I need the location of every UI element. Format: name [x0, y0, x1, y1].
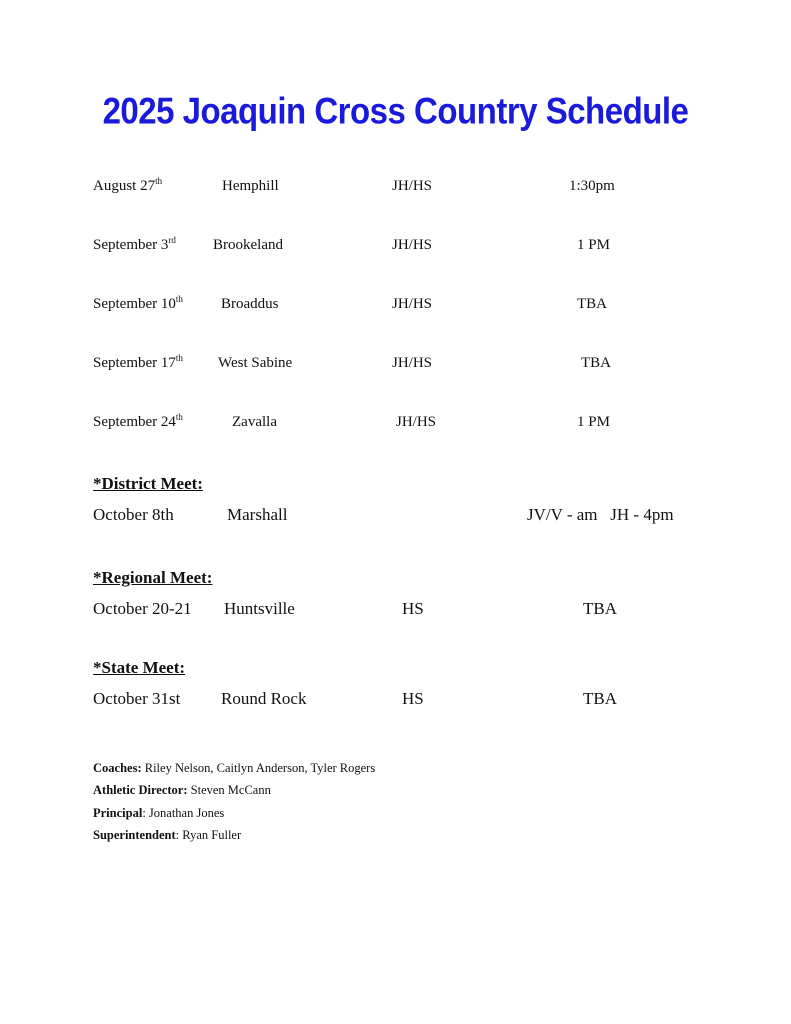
meet-level: JH/HS — [392, 355, 433, 371]
meet-location: West Sabine — [218, 355, 293, 371]
meet-time: TBA — [583, 599, 617, 618]
meet-time: 1:30pm — [569, 178, 615, 194]
meet-location: Marshall — [227, 505, 288, 524]
meet-level: JH/HS — [396, 414, 437, 430]
page-title: 2025 Joaquin Cross Country Schedule — [102, 89, 689, 132]
meet-location: Broaddus — [221, 296, 279, 312]
meet-location: Hemphill — [222, 178, 279, 194]
meet-time: 1 PM — [577, 237, 610, 253]
state-meet-heading: *State Meet: — [93, 658, 186, 677]
meet-date: August 27th — [93, 176, 163, 194]
principal-line: Principal: Jonathan Jones — [93, 806, 225, 820]
meet-level: HS — [402, 689, 424, 708]
district-meet-heading: *District Meet: — [93, 474, 203, 493]
meet-location: Round Rock — [221, 689, 307, 708]
athletic-director-line: Athletic Director: Steven McCann — [93, 783, 271, 797]
meet-level: JH/HS — [392, 178, 433, 194]
meet-time: TBA — [577, 296, 607, 312]
meet-time: TBA — [581, 355, 611, 371]
meet-location: Brookeland — [213, 237, 283, 253]
meet-date: September 17th — [93, 353, 183, 371]
meet-date: September 10th — [93, 294, 183, 312]
meet-level: HS — [402, 599, 424, 618]
meet-time: JV/V - am JH - 4pm — [527, 505, 674, 524]
meet-time: 1 PM — [577, 414, 610, 430]
meet-location: Huntsville — [224, 599, 295, 618]
meet-location: Zavalla — [232, 414, 277, 430]
meet-time: TBA — [583, 689, 617, 708]
meet-date: September 3rd — [93, 235, 176, 253]
coaches-line: Coaches: Riley Nelson, Caitlyn Anderson, Tyler Rogers — [93, 761, 376, 775]
meet-level: JH/HS — [392, 296, 433, 312]
meet-level: JH/HS — [392, 237, 433, 253]
meet-date: October 8th — [93, 505, 174, 524]
meet-date: October 20-21 — [93, 599, 192, 618]
meet-date: October 31st — [93, 689, 181, 708]
meet-date: September 24th — [93, 412, 183, 430]
superintendent-line: Superintendent: Ryan Fuller — [93, 828, 242, 842]
regional-meet-heading: *Regional Meet: — [93, 568, 213, 587]
